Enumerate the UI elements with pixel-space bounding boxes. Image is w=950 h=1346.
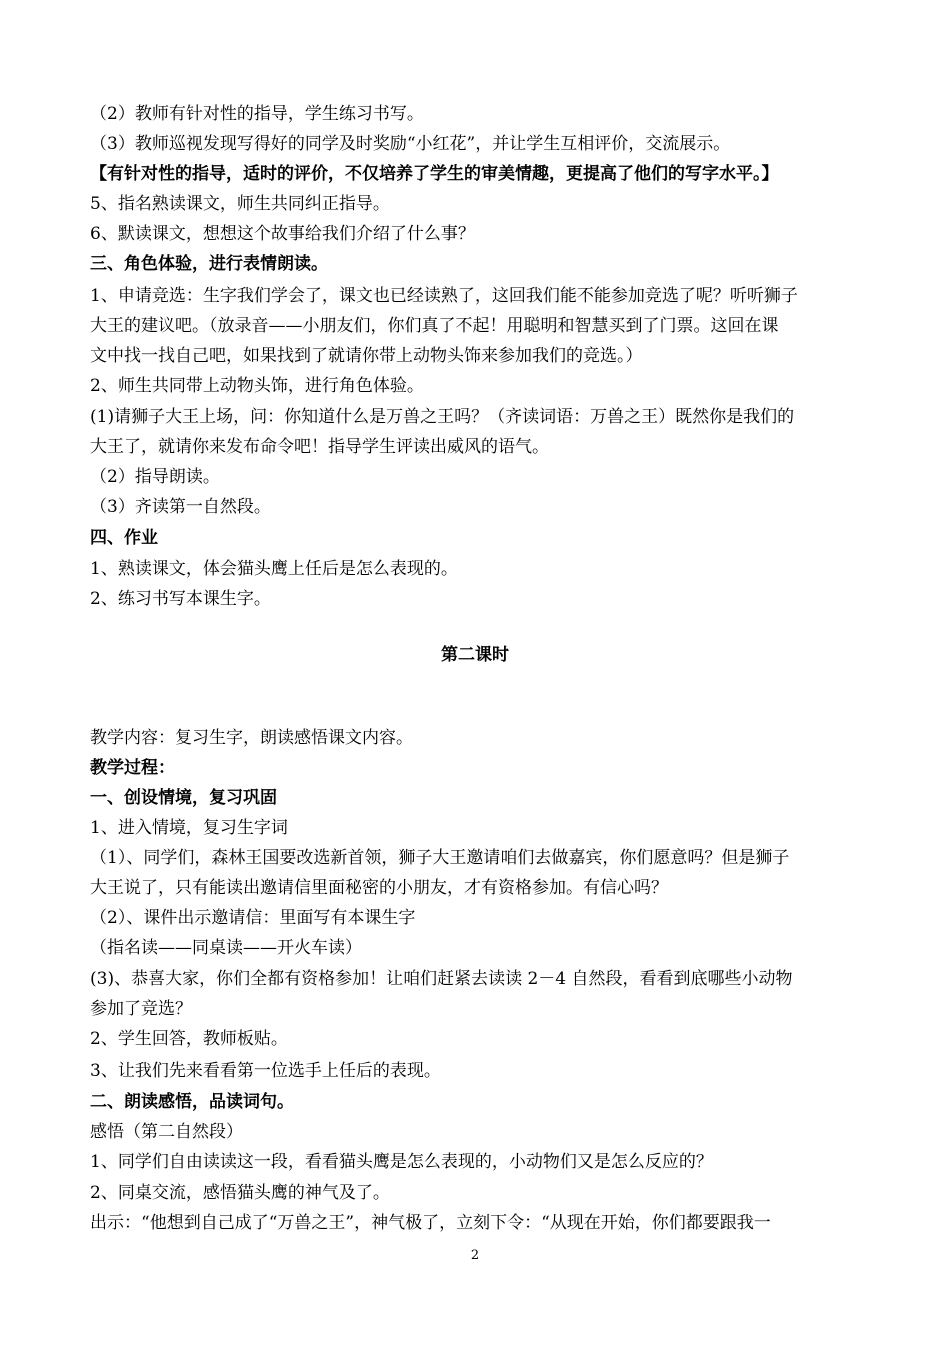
text-line: 参加了竞选？ — [90, 999, 192, 1019]
text-line: （1）、同学们，森林王国要改选新首领，狮子大王邀请咱们去做嘉宾，你们愿意吗？但是狮子 — [90, 848, 790, 868]
section-heading: 三、角色体验，进行表情朗读。 — [90, 254, 328, 274]
text-line: 大王的建议吧。（放录音——小朋友们，你们真了不起！用聪明和智慧买到了门票。这回在课 — [90, 316, 779, 336]
text-line: （3）齐读第一自然段。 — [90, 497, 271, 517]
text-line: 教学内容：复习生字，朗读感悟课文内容。 — [90, 728, 413, 748]
text-line: 2、练习书写本课生字。 — [90, 589, 271, 609]
text-line: 大王了，就请你来发布命令吧！指导学生评读出威风的语气。 — [90, 437, 549, 457]
text-line: 2、师生共同带上动物头饰，进行角色体验。 — [90, 376, 424, 396]
text-line: （2）、课件出示邀请信：里面写有本课生字 — [90, 908, 416, 928]
text-line: (1)请狮子大王上场，问：你知道什么是万兽之王吗？（齐读词语：万兽之王）既然你是我们的 — [90, 407, 795, 427]
text-line: 感悟（第二自然段） — [90, 1122, 243, 1142]
text-line: 5、指名熟读课文，师生共同纠正指导。 — [90, 194, 390, 214]
text-line: 1、同学们自由读读这一段，看看猫头鹰是怎么表现的，小动物们又是怎么反应的？ — [90, 1152, 713, 1172]
text-line: （3）教师巡视发现写得好的同学及时奖励“小红花”，并让学生互相评价，交流展示。 — [90, 134, 731, 154]
text-line: （2）指导朗读。 — [90, 467, 220, 487]
page-number: 2 — [470, 1248, 480, 1263]
text-line: （2）教师有针对性的指导，学生练习书写。 — [90, 104, 424, 124]
text-line: 1、熟读课文，体会猫头鹰上任后是怎么表现的。 — [90, 559, 458, 579]
section-heading: 四、作业 — [90, 528, 158, 548]
text-line: 1、申请竞选：生字我们学会了，课文也已经读熟了，这回我们能不能参加竞选了呢？听听狮子 — [90, 286, 798, 306]
text-line: 大王说了，只有能读出邀请信里面秘密的小朋友，才有资格参加。有信心吗？ — [90, 878, 668, 898]
text-line: 2、学生回答，教师板贴。 — [90, 1029, 288, 1049]
text-line: 出示：“他想到自己成了“万兽之王”，神气极了，立刻下令：“从现在开始，你们都要跟我一 — [90, 1213, 771, 1233]
text-line: (3)、恭喜大家，你们全都有资格参加！让咱们赶紧去读读 2－4 自然段，看看到底哪些小动物 — [90, 969, 793, 989]
text-line: （指名读——同桌读——开火车读） — [90, 938, 362, 958]
text-line: 6、默读课文，想想这个故事给我们介绍了什么事？ — [90, 224, 475, 244]
section-heading: 二、朗读感悟，品读词句。 — [90, 1092, 294, 1112]
text-line: 文中找一找自己吧，如果找到了就请你带上动物头饰来参加我们的竞选。） — [90, 346, 643, 366]
text-line: 1、进入情境，复习生字词 — [90, 818, 288, 838]
lesson-title: 第二课时 — [441, 645, 509, 665]
text-line: 3、让我们先来看看第一位选手上任后的表现。 — [90, 1061, 441, 1081]
text-line: 2、同桌交流，感悟猫头鹰的神气及了。 — [90, 1183, 390, 1203]
section-heading: 一、创设情境，复习巩固 — [90, 788, 277, 808]
section-heading: 教学过程： — [90, 758, 175, 778]
bold-comment-line: 【有针对性的指导，适时的评价，不仅培养了学生的审美情趣，更提高了他们的写字水平。】 — [90, 164, 779, 184]
